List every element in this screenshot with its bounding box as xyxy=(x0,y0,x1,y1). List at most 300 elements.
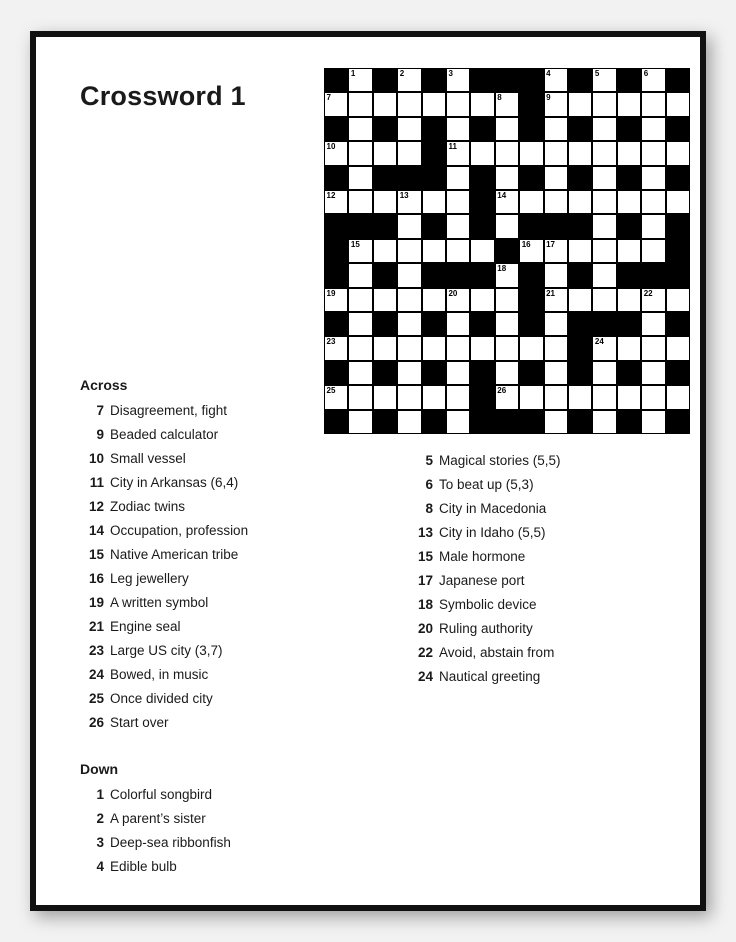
clue-item[interactable] xyxy=(409,617,659,641)
clue-item[interactable] xyxy=(80,591,320,615)
grid-cell-open[interactable] xyxy=(519,385,543,409)
clue-item[interactable] xyxy=(80,423,320,447)
grid-cell-open[interactable] xyxy=(592,288,616,312)
grid-cell-open[interactable] xyxy=(641,166,665,190)
down-heading: Down xyxy=(80,761,119,777)
grid-cell-open[interactable] xyxy=(519,190,543,214)
down-clues-continued-section xyxy=(409,449,659,689)
grid-cell-open[interactable] xyxy=(592,166,616,190)
grid-cell-open[interactable] xyxy=(495,190,519,214)
grid-cell-number: 20 xyxy=(448,288,458,298)
grid-cell-block xyxy=(324,361,348,385)
clue-number: 15 xyxy=(417,549,433,564)
grid-cell-open[interactable] xyxy=(641,141,665,165)
grid-cell-open[interactable] xyxy=(348,239,372,263)
grid-cell-open[interactable] xyxy=(324,190,348,214)
clue-number: 20 xyxy=(417,621,433,636)
clue-item[interactable] xyxy=(80,399,320,423)
grid-cell-open[interactable] xyxy=(592,336,616,360)
clue-number: 9 xyxy=(96,427,104,442)
clue-text: Start over xyxy=(110,715,169,730)
clue-item[interactable] xyxy=(409,473,659,497)
grid-cell-open[interactable] xyxy=(422,239,446,263)
across-heading: Across xyxy=(80,377,128,393)
grid-cell-number: 11 xyxy=(448,142,457,152)
grid-cell-block xyxy=(470,68,494,92)
grid-cell-open[interactable] xyxy=(495,336,519,360)
clue-item[interactable] xyxy=(80,711,320,735)
grid-cell-block xyxy=(617,166,641,190)
grid-cell-open[interactable] xyxy=(397,263,421,287)
grid-cell-open[interactable] xyxy=(397,92,421,116)
grid-cell-open[interactable] xyxy=(495,117,519,141)
clue-text: Large US city (3,7) xyxy=(110,643,223,658)
grid-cell-open[interactable] xyxy=(422,288,446,312)
clue-number: 10 xyxy=(88,451,104,466)
grid-cell-open[interactable] xyxy=(495,263,519,287)
grid-cell-open[interactable] xyxy=(568,385,592,409)
grid-cell-open[interactable] xyxy=(373,92,397,116)
grid-cell-block xyxy=(373,214,397,238)
grid-cell-block xyxy=(519,263,543,287)
grid-cell-open[interactable] xyxy=(641,92,665,116)
grid-cell-block xyxy=(666,410,690,434)
grid-cell-open[interactable] xyxy=(544,239,568,263)
grid-cell-open[interactable] xyxy=(592,117,616,141)
grid-cell-open[interactable] xyxy=(422,190,446,214)
grid-cell-open[interactable] xyxy=(544,336,568,360)
grid-cell-open[interactable] xyxy=(641,68,665,92)
grid-cell-open[interactable] xyxy=(397,385,421,409)
clue-number: 2 xyxy=(96,811,104,826)
clue-text: Japanese port xyxy=(439,573,525,588)
clue-text: Nautical greeting xyxy=(439,669,541,684)
grid-cell-number: 8 xyxy=(497,93,502,103)
grid-cell-number: 4 xyxy=(546,69,551,78)
grid-cell-open[interactable] xyxy=(495,361,519,385)
grid-cell-block xyxy=(422,141,446,165)
grid-cell-open[interactable] xyxy=(397,336,421,360)
clue-item[interactable] xyxy=(80,855,320,879)
grid-cell-block xyxy=(324,239,348,263)
grid-cell-open[interactable] xyxy=(592,239,616,263)
grid-cell-open[interactable] xyxy=(592,214,616,238)
clue-text: Beaded calculator xyxy=(110,427,219,442)
clue-item[interactable] xyxy=(80,519,320,543)
grid-cell-open[interactable] xyxy=(348,166,372,190)
grid-cell-block xyxy=(470,190,494,214)
grid-cell-open[interactable] xyxy=(666,141,690,165)
clue-number: 13 xyxy=(417,525,433,540)
clue-item[interactable] xyxy=(80,567,320,591)
grid-cell-open[interactable] xyxy=(617,141,641,165)
clue-number: 12 xyxy=(88,499,104,514)
grid-cell-number: 23 xyxy=(326,337,336,347)
grid-cell-open[interactable] xyxy=(568,288,592,312)
grid-cell-open[interactable] xyxy=(592,385,616,409)
grid-cell-block xyxy=(568,117,592,141)
clue-number: 6 xyxy=(425,477,433,492)
grid-cell-open[interactable] xyxy=(617,336,641,360)
grid-cell-open[interactable] xyxy=(592,410,616,434)
grid-cell-open[interactable] xyxy=(544,68,568,92)
clue-number: 24 xyxy=(88,667,104,682)
grid-cell-open[interactable] xyxy=(348,288,372,312)
grid-cell-open[interactable] xyxy=(446,361,470,385)
clue-number: 19 xyxy=(88,595,104,610)
clue-number: 21 xyxy=(88,619,104,634)
grid-cell-open[interactable] xyxy=(592,263,616,287)
grid-cell-block xyxy=(324,166,348,190)
clue-number: 15 xyxy=(88,547,104,562)
clue-item[interactable] xyxy=(409,665,659,689)
grid-cell-number: 15 xyxy=(350,239,360,249)
grid-cell-block xyxy=(324,410,348,434)
grid-cell-block xyxy=(397,166,421,190)
grid-cell-open[interactable] xyxy=(348,190,372,214)
grid-cell-open[interactable] xyxy=(324,288,348,312)
clue-item[interactable] xyxy=(409,569,659,593)
grid-cell-open[interactable] xyxy=(544,263,568,287)
grid-cell-open[interactable] xyxy=(592,190,616,214)
clue-number: 17 xyxy=(417,573,433,588)
grid-cell-open[interactable] xyxy=(397,68,421,92)
clue-text: Small vessel xyxy=(110,451,186,466)
grid-cell-block xyxy=(519,214,543,238)
grid-cell-block xyxy=(422,68,446,92)
grid-cell-open[interactable] xyxy=(470,141,494,165)
grid-cell-block xyxy=(617,117,641,141)
grid-cell-open[interactable] xyxy=(641,214,665,238)
clue-text: Ruling authority xyxy=(439,621,533,636)
across-clue-list xyxy=(80,399,320,735)
grid-cell-open[interactable] xyxy=(446,336,470,360)
grid-cell-number: 6 xyxy=(643,69,649,78)
grid-cell-block xyxy=(422,214,446,238)
grid-cell-open[interactable] xyxy=(495,288,519,312)
grid-cell-number: 19 xyxy=(326,288,336,298)
down-clue-list-continued xyxy=(409,449,659,689)
grid-cell-open[interactable] xyxy=(544,141,568,165)
grid-cell-open[interactable] xyxy=(373,239,397,263)
grid-cell-number: 24 xyxy=(594,337,604,347)
grid-cell-open[interactable] xyxy=(470,239,494,263)
clue-item[interactable] xyxy=(80,447,320,471)
clue-item[interactable] xyxy=(409,641,659,665)
grid-cell-open[interactable] xyxy=(397,141,421,165)
grid-cell-open[interactable] xyxy=(446,117,470,141)
grid-cell-open[interactable] xyxy=(641,410,665,434)
grid-cell-block xyxy=(519,312,543,336)
grid-cell-open[interactable] xyxy=(519,141,543,165)
grid-cell-open[interactable] xyxy=(348,361,372,385)
grid-cell-open[interactable] xyxy=(446,92,470,116)
grid-cell-block xyxy=(373,68,397,92)
grid-cell-open[interactable] xyxy=(348,141,372,165)
grid-cell-open[interactable] xyxy=(641,312,665,336)
grid-cell-number: 18 xyxy=(497,264,507,274)
clue-number: 5 xyxy=(425,453,433,468)
down-clues-section xyxy=(80,761,320,879)
poster-frame xyxy=(30,31,706,911)
clue-text: Disagreement, fight xyxy=(110,403,228,418)
clue-number: 16 xyxy=(88,571,104,586)
grid-cell-open[interactable] xyxy=(544,361,568,385)
clue-number: 4 xyxy=(96,859,104,874)
grid-cell-open[interactable] xyxy=(348,312,372,336)
grid-cell-open[interactable] xyxy=(397,190,421,214)
grid-cell-open[interactable] xyxy=(348,92,372,116)
grid-cell-open[interactable] xyxy=(592,92,616,116)
grid-cell-open[interactable] xyxy=(568,92,592,116)
grid-cell-open[interactable] xyxy=(641,117,665,141)
clue-text: Once divided city xyxy=(110,691,213,706)
grid-cell-open[interactable] xyxy=(446,190,470,214)
grid-cell-open[interactable] xyxy=(422,336,446,360)
grid-cell-open[interactable] xyxy=(641,336,665,360)
grid-cell-block xyxy=(373,312,397,336)
grid-cell-number: 21 xyxy=(546,288,555,298)
clue-number: 8 xyxy=(425,501,433,516)
grid-cell-open[interactable] xyxy=(544,410,568,434)
grid-cell-open[interactable] xyxy=(617,190,641,214)
grid-cell-number: 26 xyxy=(497,386,507,396)
grid-cell-open[interactable] xyxy=(373,336,397,360)
grid-cell-open[interactable] xyxy=(397,117,421,141)
grid-cell-open[interactable] xyxy=(348,117,372,141)
clue-item[interactable] xyxy=(80,831,320,855)
clue-item[interactable] xyxy=(80,495,320,519)
grid-cell-open[interactable] xyxy=(397,239,421,263)
grid-cell-open[interactable] xyxy=(641,239,665,263)
grid-cell-block xyxy=(324,68,348,92)
grid-cell-block xyxy=(324,214,348,238)
grid-cell-number: 17 xyxy=(546,239,555,249)
grid-cell-open[interactable] xyxy=(641,288,665,312)
grid-cell-open[interactable] xyxy=(641,361,665,385)
grid-cell-open[interactable] xyxy=(470,288,494,312)
grid-cell-block xyxy=(470,214,494,238)
page-title: Crossword 1 xyxy=(80,81,246,111)
clue-item[interactable] xyxy=(80,639,320,663)
grid-cell-block xyxy=(641,263,665,287)
grid-cell-open[interactable] xyxy=(641,385,665,409)
grid-cell-block xyxy=(666,361,690,385)
clue-text: Deep-sea ribbonfish xyxy=(110,835,231,850)
clue-text: Male hormone xyxy=(439,549,526,564)
grid-cell-open[interactable] xyxy=(446,166,470,190)
grid-cell-block xyxy=(617,68,641,92)
poster-mat xyxy=(36,37,700,905)
grid-cell-open[interactable] xyxy=(666,92,690,116)
grid-cell-open[interactable] xyxy=(422,385,446,409)
grid-cell-open[interactable] xyxy=(324,141,348,165)
grid-cell-block xyxy=(422,166,446,190)
grid-cell-block xyxy=(617,361,641,385)
clue-text: Zodiac twins xyxy=(110,499,186,514)
clue-text: Edible bulb xyxy=(110,859,177,874)
grid-cell-open[interactable] xyxy=(348,68,372,92)
clue-item[interactable] xyxy=(80,687,320,711)
grid-cell-open[interactable] xyxy=(544,166,568,190)
grid-cell-block xyxy=(568,410,592,434)
clue-item[interactable] xyxy=(80,783,320,807)
clue-item[interactable] xyxy=(80,543,320,567)
grid-cell-block xyxy=(519,92,543,116)
clue-item[interactable] xyxy=(409,593,659,617)
grid-cell-number: 14 xyxy=(497,190,507,200)
grid-cell-block xyxy=(422,263,446,287)
grid-cell-block xyxy=(470,361,494,385)
grid-cell-open[interactable] xyxy=(592,361,616,385)
grid-cell-open[interactable] xyxy=(446,68,470,92)
grid-cell-block xyxy=(666,117,690,141)
clue-item[interactable] xyxy=(409,449,659,473)
grid-cell-open[interactable] xyxy=(373,190,397,214)
crossword-grid[interactable] xyxy=(324,68,690,434)
grid-cell-open[interactable] xyxy=(568,141,592,165)
grid-cell-open[interactable] xyxy=(544,288,568,312)
clue-item[interactable] xyxy=(409,521,659,545)
grid-cell-open[interactable] xyxy=(446,312,470,336)
grid-cell-block xyxy=(617,410,641,434)
grid-cell-open[interactable] xyxy=(397,410,421,434)
grid-cell-block xyxy=(519,68,543,92)
grid-cell-open[interactable] xyxy=(617,288,641,312)
grid-cell-number: 25 xyxy=(326,386,336,396)
grid-cell-open[interactable] xyxy=(495,92,519,116)
grid-cell-open[interactable] xyxy=(495,166,519,190)
grid-cell-open[interactable] xyxy=(592,68,616,92)
grid-cell-number: 10 xyxy=(326,142,336,152)
clue-text: Avoid, abstain from xyxy=(439,645,555,660)
grid-cell-open[interactable] xyxy=(519,336,543,360)
grid-cell-number: 3 xyxy=(448,69,453,78)
grid-cell-block xyxy=(666,68,690,92)
grid-cell-open[interactable] xyxy=(544,312,568,336)
grid-cell-block xyxy=(519,117,543,141)
grid-cell-block xyxy=(422,117,446,141)
grid-cell-open[interactable] xyxy=(446,141,470,165)
grid-cell-open[interactable] xyxy=(495,385,519,409)
grid-cell-open[interactable] xyxy=(495,312,519,336)
clue-text: A written symbol xyxy=(110,595,209,610)
grid-cell-open[interactable] xyxy=(397,312,421,336)
grid-cell-open[interactable] xyxy=(397,214,421,238)
clue-text: City in Arkansas (6,4) xyxy=(110,475,239,490)
grid-cell-open[interactable] xyxy=(666,288,690,312)
grid-cell-block xyxy=(568,336,592,360)
grid-cell-open[interactable] xyxy=(544,117,568,141)
grid-cell-open[interactable] xyxy=(544,190,568,214)
clue-text: Native American tribe xyxy=(110,547,239,562)
grid-cell-block xyxy=(495,239,519,263)
grid-cell-open[interactable] xyxy=(666,385,690,409)
clue-text: City in Idaho (5,5) xyxy=(439,525,546,540)
grid-cell-open[interactable] xyxy=(470,336,494,360)
clue-item[interactable] xyxy=(409,497,659,521)
grid-cell-block xyxy=(666,263,690,287)
grid-cell-open[interactable] xyxy=(446,214,470,238)
grid-cell-block xyxy=(470,312,494,336)
grid-cell-open[interactable] xyxy=(544,385,568,409)
grid-cell-block xyxy=(373,361,397,385)
clue-number: 26 xyxy=(88,715,104,730)
grid-cell-block xyxy=(470,410,494,434)
grid-cell-open[interactable] xyxy=(666,336,690,360)
clue-item[interactable] xyxy=(80,663,320,687)
grid-cell-open[interactable] xyxy=(666,190,690,214)
grid-cell-number: 12 xyxy=(326,190,336,200)
grid-cell-open[interactable] xyxy=(544,92,568,116)
grid-cell-open[interactable] xyxy=(348,385,372,409)
grid-cell-open[interactable] xyxy=(373,385,397,409)
grid-cell-open[interactable] xyxy=(348,410,372,434)
clue-number: 7 xyxy=(96,403,104,418)
grid-cell-block xyxy=(446,263,470,287)
grid-cell-open[interactable] xyxy=(422,92,446,116)
grid-cell-open[interactable] xyxy=(324,92,348,116)
grid-cell-open[interactable] xyxy=(373,141,397,165)
grid-cell-block xyxy=(470,117,494,141)
grid-cell-open[interactable] xyxy=(568,239,592,263)
grid-cell-block xyxy=(470,385,494,409)
clue-item[interactable] xyxy=(80,615,320,639)
grid-cell-open[interactable] xyxy=(446,288,470,312)
grid-cell-number: 22 xyxy=(643,288,653,298)
grid-cell-open[interactable] xyxy=(348,336,372,360)
clue-text: Engine seal xyxy=(110,619,181,634)
grid-cell-block xyxy=(592,312,616,336)
clue-item[interactable] xyxy=(80,807,320,831)
grid-cell-open[interactable] xyxy=(495,214,519,238)
clue-item[interactable] xyxy=(80,471,320,495)
grid-cell-open[interactable] xyxy=(446,239,470,263)
grid-cell-open[interactable] xyxy=(373,288,397,312)
grid-cell-block xyxy=(666,166,690,190)
grid-cell-open[interactable] xyxy=(617,385,641,409)
grid-cell-open[interactable] xyxy=(495,141,519,165)
grid-cell-open[interactable] xyxy=(348,263,372,287)
grid-cell-open[interactable] xyxy=(446,385,470,409)
grid-cell-open[interactable] xyxy=(324,336,348,360)
grid-cell-block xyxy=(470,166,494,190)
grid-cell-open[interactable] xyxy=(446,410,470,434)
grid-cell-block xyxy=(666,214,690,238)
grid-cell-open[interactable] xyxy=(519,239,543,263)
grid-cell-open[interactable] xyxy=(568,190,592,214)
clue-text: Leg jewellery xyxy=(110,571,189,586)
grid-cell-block xyxy=(422,312,446,336)
grid-cell-open[interactable] xyxy=(617,239,641,263)
grid-cell-block xyxy=(544,214,568,238)
grid-cell-open[interactable] xyxy=(641,190,665,214)
grid-cell-open[interactable] xyxy=(470,92,494,116)
clue-number: 3 xyxy=(96,835,104,850)
grid-cell-open[interactable] xyxy=(592,141,616,165)
grid-cell-block xyxy=(495,410,519,434)
grid-cell-open[interactable] xyxy=(617,92,641,116)
grid-cell-block xyxy=(470,263,494,287)
clue-text: Symbolic device xyxy=(439,597,537,612)
grid-cell-open[interactable] xyxy=(397,361,421,385)
grid-cell-block xyxy=(422,361,446,385)
clue-text: A parent’s sister xyxy=(110,811,206,826)
grid-cell-block xyxy=(373,166,397,190)
grid-cell-open[interactable] xyxy=(397,288,421,312)
grid-cell-open[interactable] xyxy=(324,385,348,409)
clue-item[interactable] xyxy=(409,545,659,569)
